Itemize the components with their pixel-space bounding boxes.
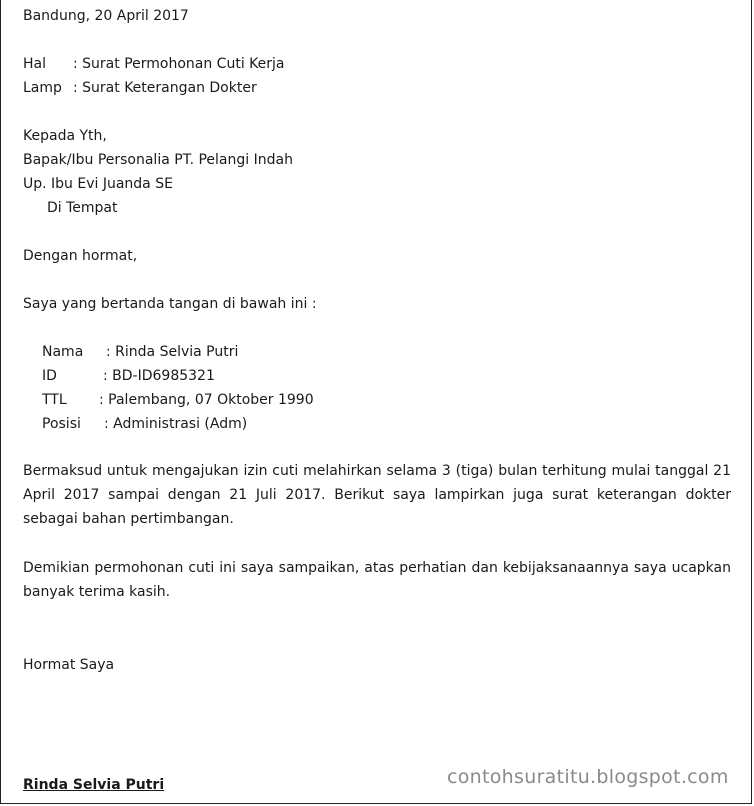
greeting: Dengan hormat, (23, 248, 138, 264)
body-paragraph-2: Demikian permohonan cuti ini saya sampaikan, atas perhatian dan kebijaksanaannya saya ucapkan banyak terima kasih. (23, 560, 731, 600)
identity-label: ID (42, 368, 57, 384)
identity-row-position (42, 415, 247, 433)
signature-name: Rinda Selvia Putri (23, 777, 165, 793)
subject-line (23, 55, 284, 73)
identity-value: : Palembang, 07 Oktober 1990 (99, 392, 314, 408)
watermark: contohsuratitu.blogspot.com (447, 766, 729, 788)
recipient-line-3: Up. Ibu Evi Juanda SE (23, 176, 173, 192)
body-paragraph-1: Bermaksud untuk mengajukan izin cuti melahirkan selama 3 (tiga) bulan terhitung mulai tanggal 21 April 2017 sampai dengan 21 Juli 2017. Berikut saya lampirkan juga surat keterangan dokter sebagai bahan pertimbangan. (23, 463, 731, 527)
identity-label: TTL (42, 392, 67, 408)
recipient-line-1: Kepada Yth, (23, 128, 107, 144)
identity-label: Nama (42, 344, 84, 360)
attachment-label: Lamp (23, 80, 62, 96)
identity-value: : BD-ID6985321 (103, 368, 215, 384)
subject-value: : Surat Permohonan Cuti Kerja (73, 56, 285, 72)
date-line: Bandung, 20 April 2017 (23, 8, 189, 24)
identity-value: : Administrasi (Adm) (104, 416, 248, 432)
identity-row-ttl (42, 391, 314, 409)
identity-label: Posisi (42, 416, 81, 432)
identity-value: : Rinda Selvia Putri (106, 344, 239, 360)
identity-row-id (42, 367, 215, 385)
attachment-value: : Surat Keterangan Dokter (73, 80, 257, 96)
attachment-line (23, 79, 257, 97)
recipient-line-4: Di Tempat (47, 200, 118, 216)
intro-line: Saya yang bertanda tangan di bawah ini : (23, 296, 317, 312)
closing: Hormat Saya (23, 657, 115, 673)
subject-label: Hal (23, 56, 46, 72)
identity-row-name (42, 343, 238, 361)
recipient-line-2: Bapak/Ibu Personalia PT. Pelangi Indah (23, 152, 293, 168)
